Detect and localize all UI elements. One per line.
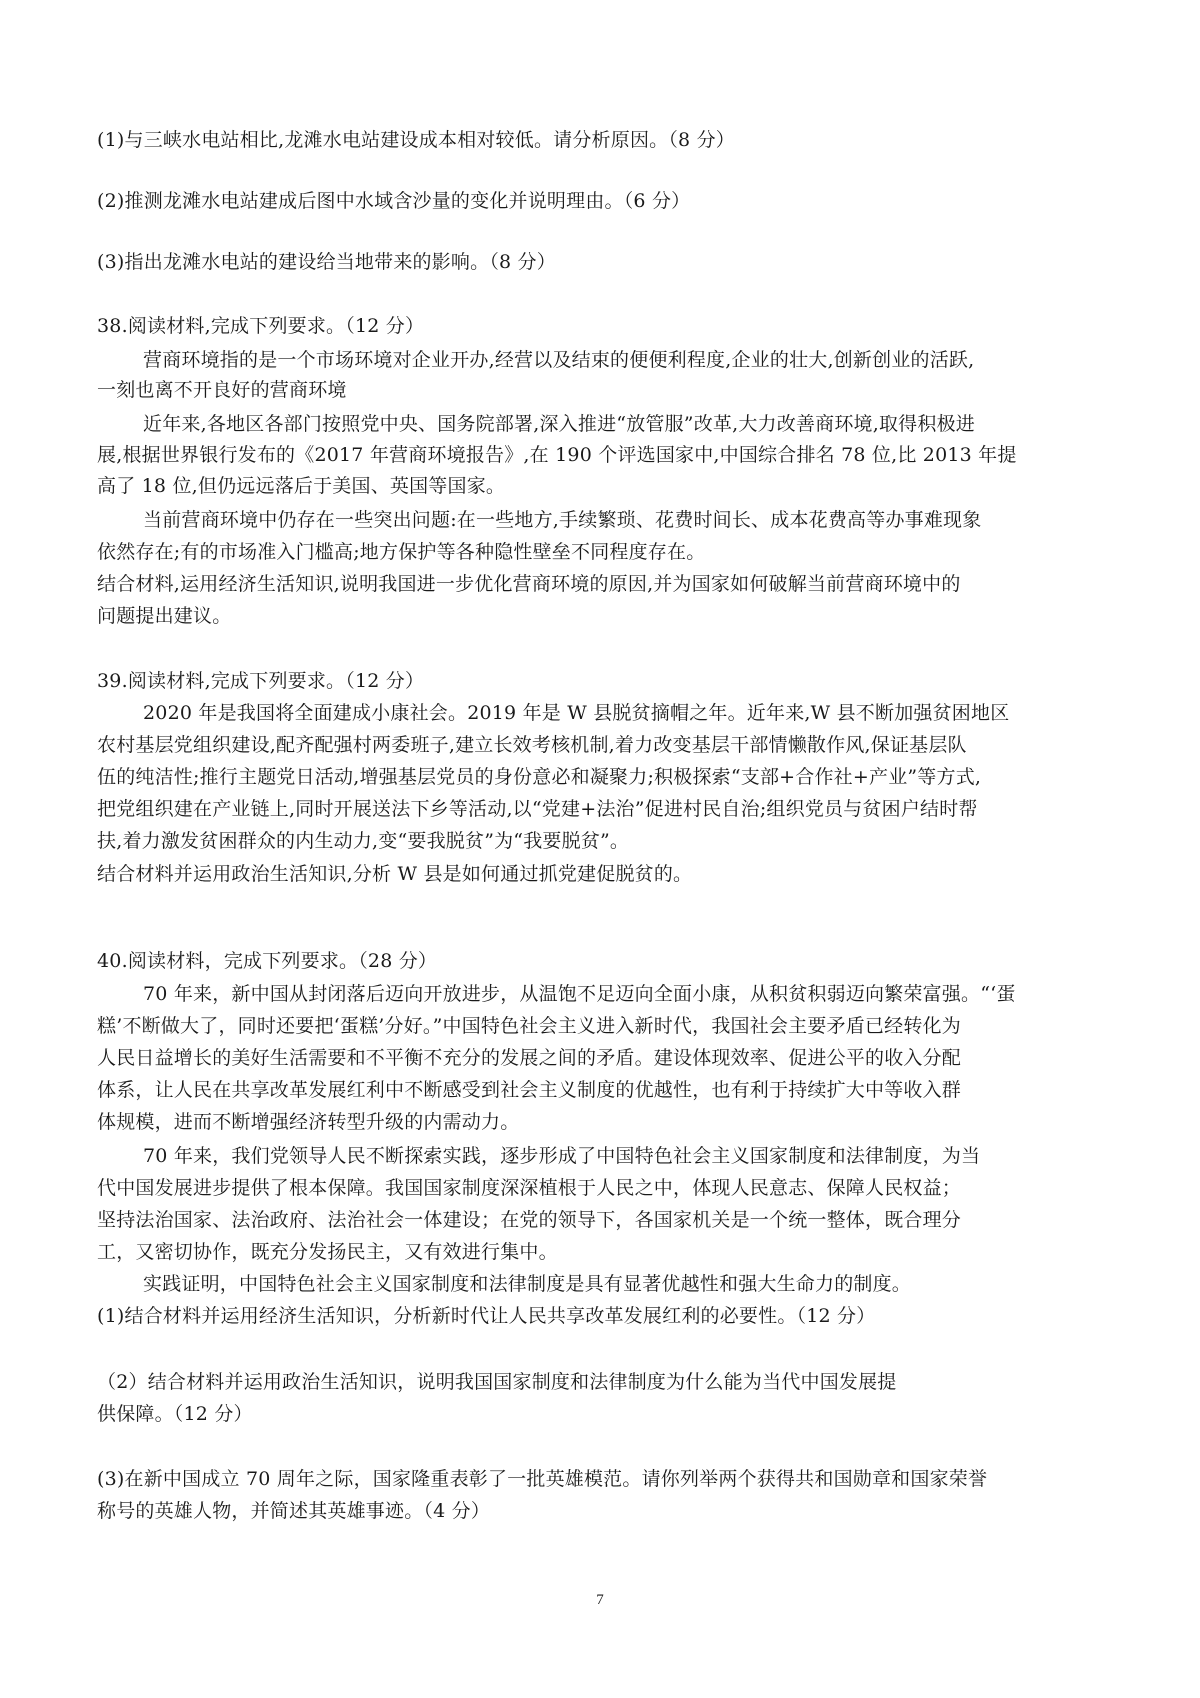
q40-subquestion-2-line: 供保障。（12 分） (97, 1403, 253, 1425)
q37-subquestion-1: (1)与三峡水电站相比,龙滩水电站建设成本相对较低。请分析原因。（8 分） (97, 129, 735, 151)
q40-paragraph-1-line: 体规模，进而不断增强经济转型升级的内需动力。 (97, 1111, 520, 1133)
q40-paragraph-2-line: 70 年来，我们党领导人民不断探索实践，逐步形成了中国特色社会主义国家制度和法律制度，为当 (143, 1145, 981, 1167)
q40-paragraph-2-line: 坚持法治国家、法治政府、法治社会一体建设；在党的领导下，各国家机关是一个统一整体，既合理分 (97, 1209, 962, 1231)
q40-subquestion-3-line: (3)在新中国成立 70 周年之际，国家隆重表彰了一批英雄模范。请你列举两个获得共和国勋章和国家荣誉 (97, 1468, 988, 1490)
q39-paragraph-line: 伍的纯洁性;推行主题党日活动,增强基层党员的身份意必和凝聚力;积极探索“支部+合作社+产业”等方式, (97, 766, 982, 788)
q38-paragraph-2-line: 近年来,各地区各部门按照党中央、国务院部署,深入推进“放管服”改革,大力改善商环境,取得积极进 (143, 413, 975, 435)
q40-subquestion-2-line: （2）结合材料并运用政治生活知识，说明我国国家制度和法律制度为什么能为当代中国发展提 (97, 1371, 897, 1393)
q37-subquestion-3: (3)指出龙滩水电站的建设给当地带来的影响。（8 分） (97, 251, 556, 273)
q40-heading: 40.阅读材料，完成下列要求。（28 分） (97, 950, 438, 972)
q37-subquestion-2: (2)推测龙滩水电站建成后图中水域含沙量的变化并说明理由。（6 分） (97, 190, 691, 212)
q39-paragraph-line: 扶,着力激发贫困群众的内生动力,变“要我脱贫”为“我要脱贫”。 (97, 830, 630, 852)
q38-paragraph-3-line: 当前营商环境中仍存在一些突出问题:在一些地方,手续繁琐、花费时间长、成本花费高等办事难现象 (143, 509, 982, 531)
q38-task-line: 问题提出建议。 (97, 605, 232, 627)
page-number: 7 (596, 1592, 604, 1608)
q39-paragraph-line: 农村基层党组织建设,配齐配强村两委班子,建立长效考核机制,着力改变基层干部情懒散作风,保证基层队 (97, 734, 967, 756)
q40-paragraph-2-line: 代中国发展进步提供了根本保障。我国国家制度深深植根于人民之中，体现人民意志、保障人民权益； (97, 1177, 962, 1199)
q39-paragraph-line: 把党组织建在产业链上,同时开展送法下乡等活动,以“党建+法治”促进村民自治;组织党员与贫困户结时帮 (97, 798, 978, 820)
q38-task-line: 结合材料,运用经济生活知识,说明我国进一步优化营商环境的原因,并为国家如何破解当前营商环境中的 (97, 573, 961, 595)
q40-subquestion-1: (1)结合材料并运用经济生活知识，分析新时代让人民共享改革发展红利的必要性。（12 分） (97, 1305, 876, 1327)
q40-paragraph-1-line: 70 年来，新中国从封闭落后迈向开放进步，从温饱不足迈向全面小康，从积贫积弱迈向繁荣富强。“‘蛋 (143, 983, 1016, 1005)
q40-paragraph-1-line: 糕’不断做大了，同时还要把‘蛋糕’分好。”中国特色社会主义进入新时代，我国社会主要矛盾已经转化为 (97, 1015, 961, 1037)
q40-paragraph-1-line: 体系，让人民在共享改革发展红利中不断感受到社会主义制度的优越性，也有利于持续扩大中等收入群 (97, 1079, 962, 1101)
q40-paragraph-1-line: 人民日益增长的美好生活需要和不平衡不充分的发展之间的矛盾。建设体现效率、促进公平的收入分配 (97, 1047, 962, 1069)
q40-subquestion-3-line: 称号的英雄人物，并简述其英雄事迹。（4 分） (97, 1500, 491, 1522)
q39-task: 结合材料并运用政治生活知识,分析 W 县是如何通过抓党建促脱贫的。 (97, 863, 693, 885)
q39-paragraph-line: 2020 年是我国将全面建成小康社会。2019 年是 W 县脱贫摘帽之年。近年来,W 县不断加强贫困地区 (143, 702, 1010, 724)
q38-paragraph-3-line: 依然存在;有的市场准入门槛高;地方保护等各种隐性壁垒不同程度存在。 (97, 541, 706, 563)
q40-paragraph-2-line: 工，又密切协作，既充分发扬民主，又有效进行集中。 (97, 1241, 558, 1263)
q38-paragraph-2-line: 高了 18 位,但仍远远落后于美国、英国等国家。 (97, 475, 506, 497)
q40-paragraph-3: 实践证明，中国特色社会主义国家制度和法律制度是具有显著优越性和强大生命力的制度。 (143, 1273, 912, 1295)
q38-paragraph-1-line: 一刻也离不开良好的营商环境 (97, 379, 347, 401)
q38-paragraph-1-line: 营商环境指的是一个市场环境对企业开办,经营以及结束的便便利程度,企业的壮大,创新创业的活跃, (143, 349, 975, 371)
q38-paragraph-2-line: 展,根据世界银行发布的《2017 年营商环境报告》,在 190 个评选国家中,中国综合排名 78 位,比 2013 年提 (97, 444, 1017, 466)
q38-heading: 38.阅读材料,完成下列要求。（12 分） (97, 315, 425, 337)
q39-heading: 39.阅读材料,完成下列要求。（12 分） (97, 670, 425, 692)
